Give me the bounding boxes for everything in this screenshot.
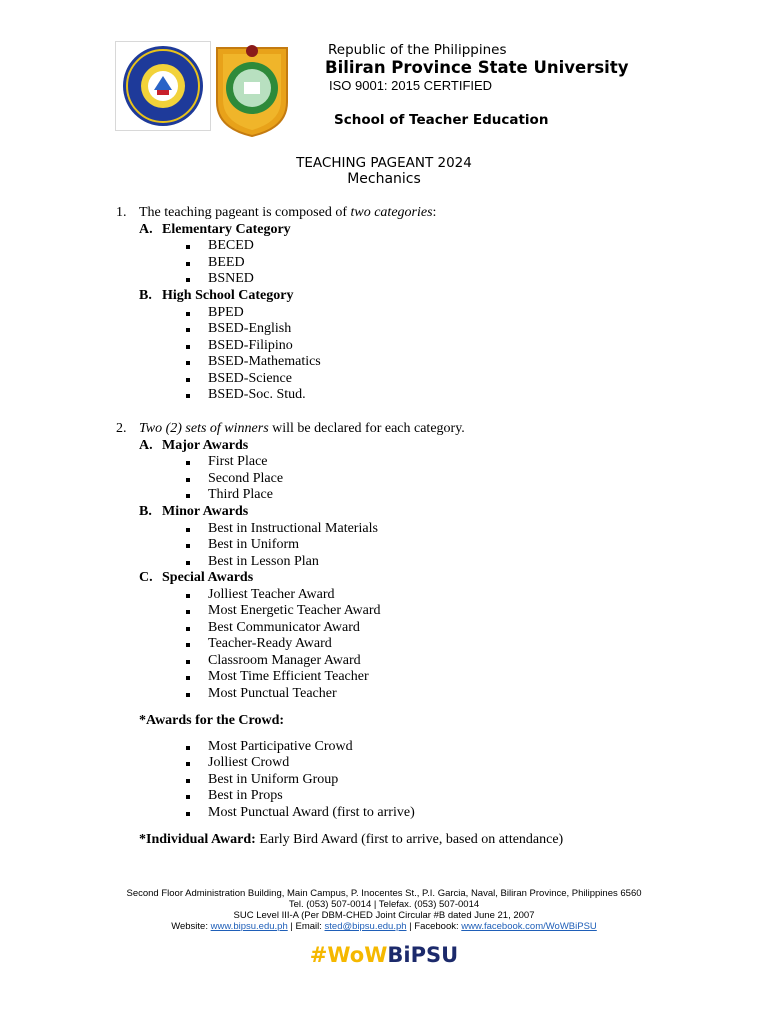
list-item: Best Communicator Award [208,620,360,635]
category-a-letter: A. [139,222,153,237]
list-item: Jolliest Teacher Award [208,587,335,602]
section-1-number: 1. [116,205,127,220]
crowd-awards-title: *Awards for the Crowd: [139,713,285,728]
list-item: Most Energetic Teacher Award [208,603,381,618]
school-name: School of Teacher Education [334,112,549,128]
list-item: BECED [208,238,254,253]
list-item: BEED [208,255,245,270]
list-item: Best in Lesson Plan [208,554,319,569]
list-item: First Place [208,454,268,469]
section-1-intro: The teaching pageant is composed of two categories: [139,205,437,220]
list-item: BSED-Science [208,371,292,386]
footer-address: Second Floor Administration Building, Main Campus, P. Inocentes St., P.I. Garcia, Naval, Biliran Province, Philippines 6560 [126,888,642,899]
document-title: TEACHING PAGEANT 2024 [296,155,472,171]
list-item: Third Place [208,487,273,502]
list-item: BSED-Filipino [208,338,293,353]
awards-b-title: Minor Awards [162,504,249,519]
list-item: Best in Uniform Group [208,772,339,787]
list-item: Most Participative Crowd [208,739,353,754]
section-2-number: 2. [116,421,127,436]
university-name: Biliran Province State University [325,58,629,77]
list-item: Most Punctual Award (first to arrive) [208,805,415,820]
awards-c-letter: C. [139,570,153,585]
republic-heading: Republic of the Philippines [328,42,507,58]
footer-contacts: Website: www.bipsu.edu.ph | Email: sted@bipsu.edu.ph | Facebook: www.facebook.com/WoWBiPSU [171,921,597,932]
category-b-title: High School Category [162,288,294,303]
list-item: Teacher-Ready Award [208,636,332,651]
footer-telephone: Tel. (053) 507-0014 | Telefax. (053) 507-0014 [288,899,480,910]
list-item: BPED [208,305,244,320]
awards-a-title: Major Awards [162,438,249,453]
list-item: Best in Uniform [208,537,299,552]
list-item: Most Punctual Teacher [208,686,337,701]
individual-award-label: *Individual Award: [139,832,256,847]
school-of-teacher-education-logo [213,42,291,138]
facebook-link[interactable]: www.facebook.com/WoWBiPSU [461,921,597,932]
website-link[interactable]: www.bipsu.edu.ph [210,921,288,932]
list-item: Best in Props [208,788,283,803]
document-subtitle: Mechanics [347,171,421,187]
awards-a-letter: A. [139,438,153,453]
email-link[interactable]: sted@bipsu.edu.ph [324,921,407,932]
footer-suc-level: SUC Level III-A (Per DBM-CHED Joint Circular #B dated June 21, 2007 [233,910,535,921]
wowbipsu-hashtag: #WoWBiPSU [309,943,459,967]
list-item: BSED-Soc. Stud. [208,387,306,402]
list-item: BSED-English [208,321,292,336]
category-a-title: Elementary Category [162,222,291,237]
list-item: BSED-Mathematics [208,354,321,369]
category-b-letter: B. [139,288,152,303]
awards-b-letter: B. [139,504,152,519]
individual-award [139,832,563,848]
list-item: Jolliest Crowd [208,755,290,770]
list-item: Second Place [208,471,284,486]
iso-certification: ISO 9001: 2015 CERTIFIED [329,78,493,93]
list-item: BSNED [208,271,254,286]
section-2-intro: Two (2) sets of winners will be declared for each category. [139,421,465,436]
list-item: Most Time Efficient Teacher [208,669,369,684]
university-seal-logo [115,41,211,131]
awards-c-title: Special Awards [162,570,254,585]
individual-award-text: Early Bird Award (first to arrive, based on attendance) [255,832,564,847]
list-item: Classroom Manager Award [208,653,361,668]
list-item: Best in Instructional Materials [208,521,378,536]
